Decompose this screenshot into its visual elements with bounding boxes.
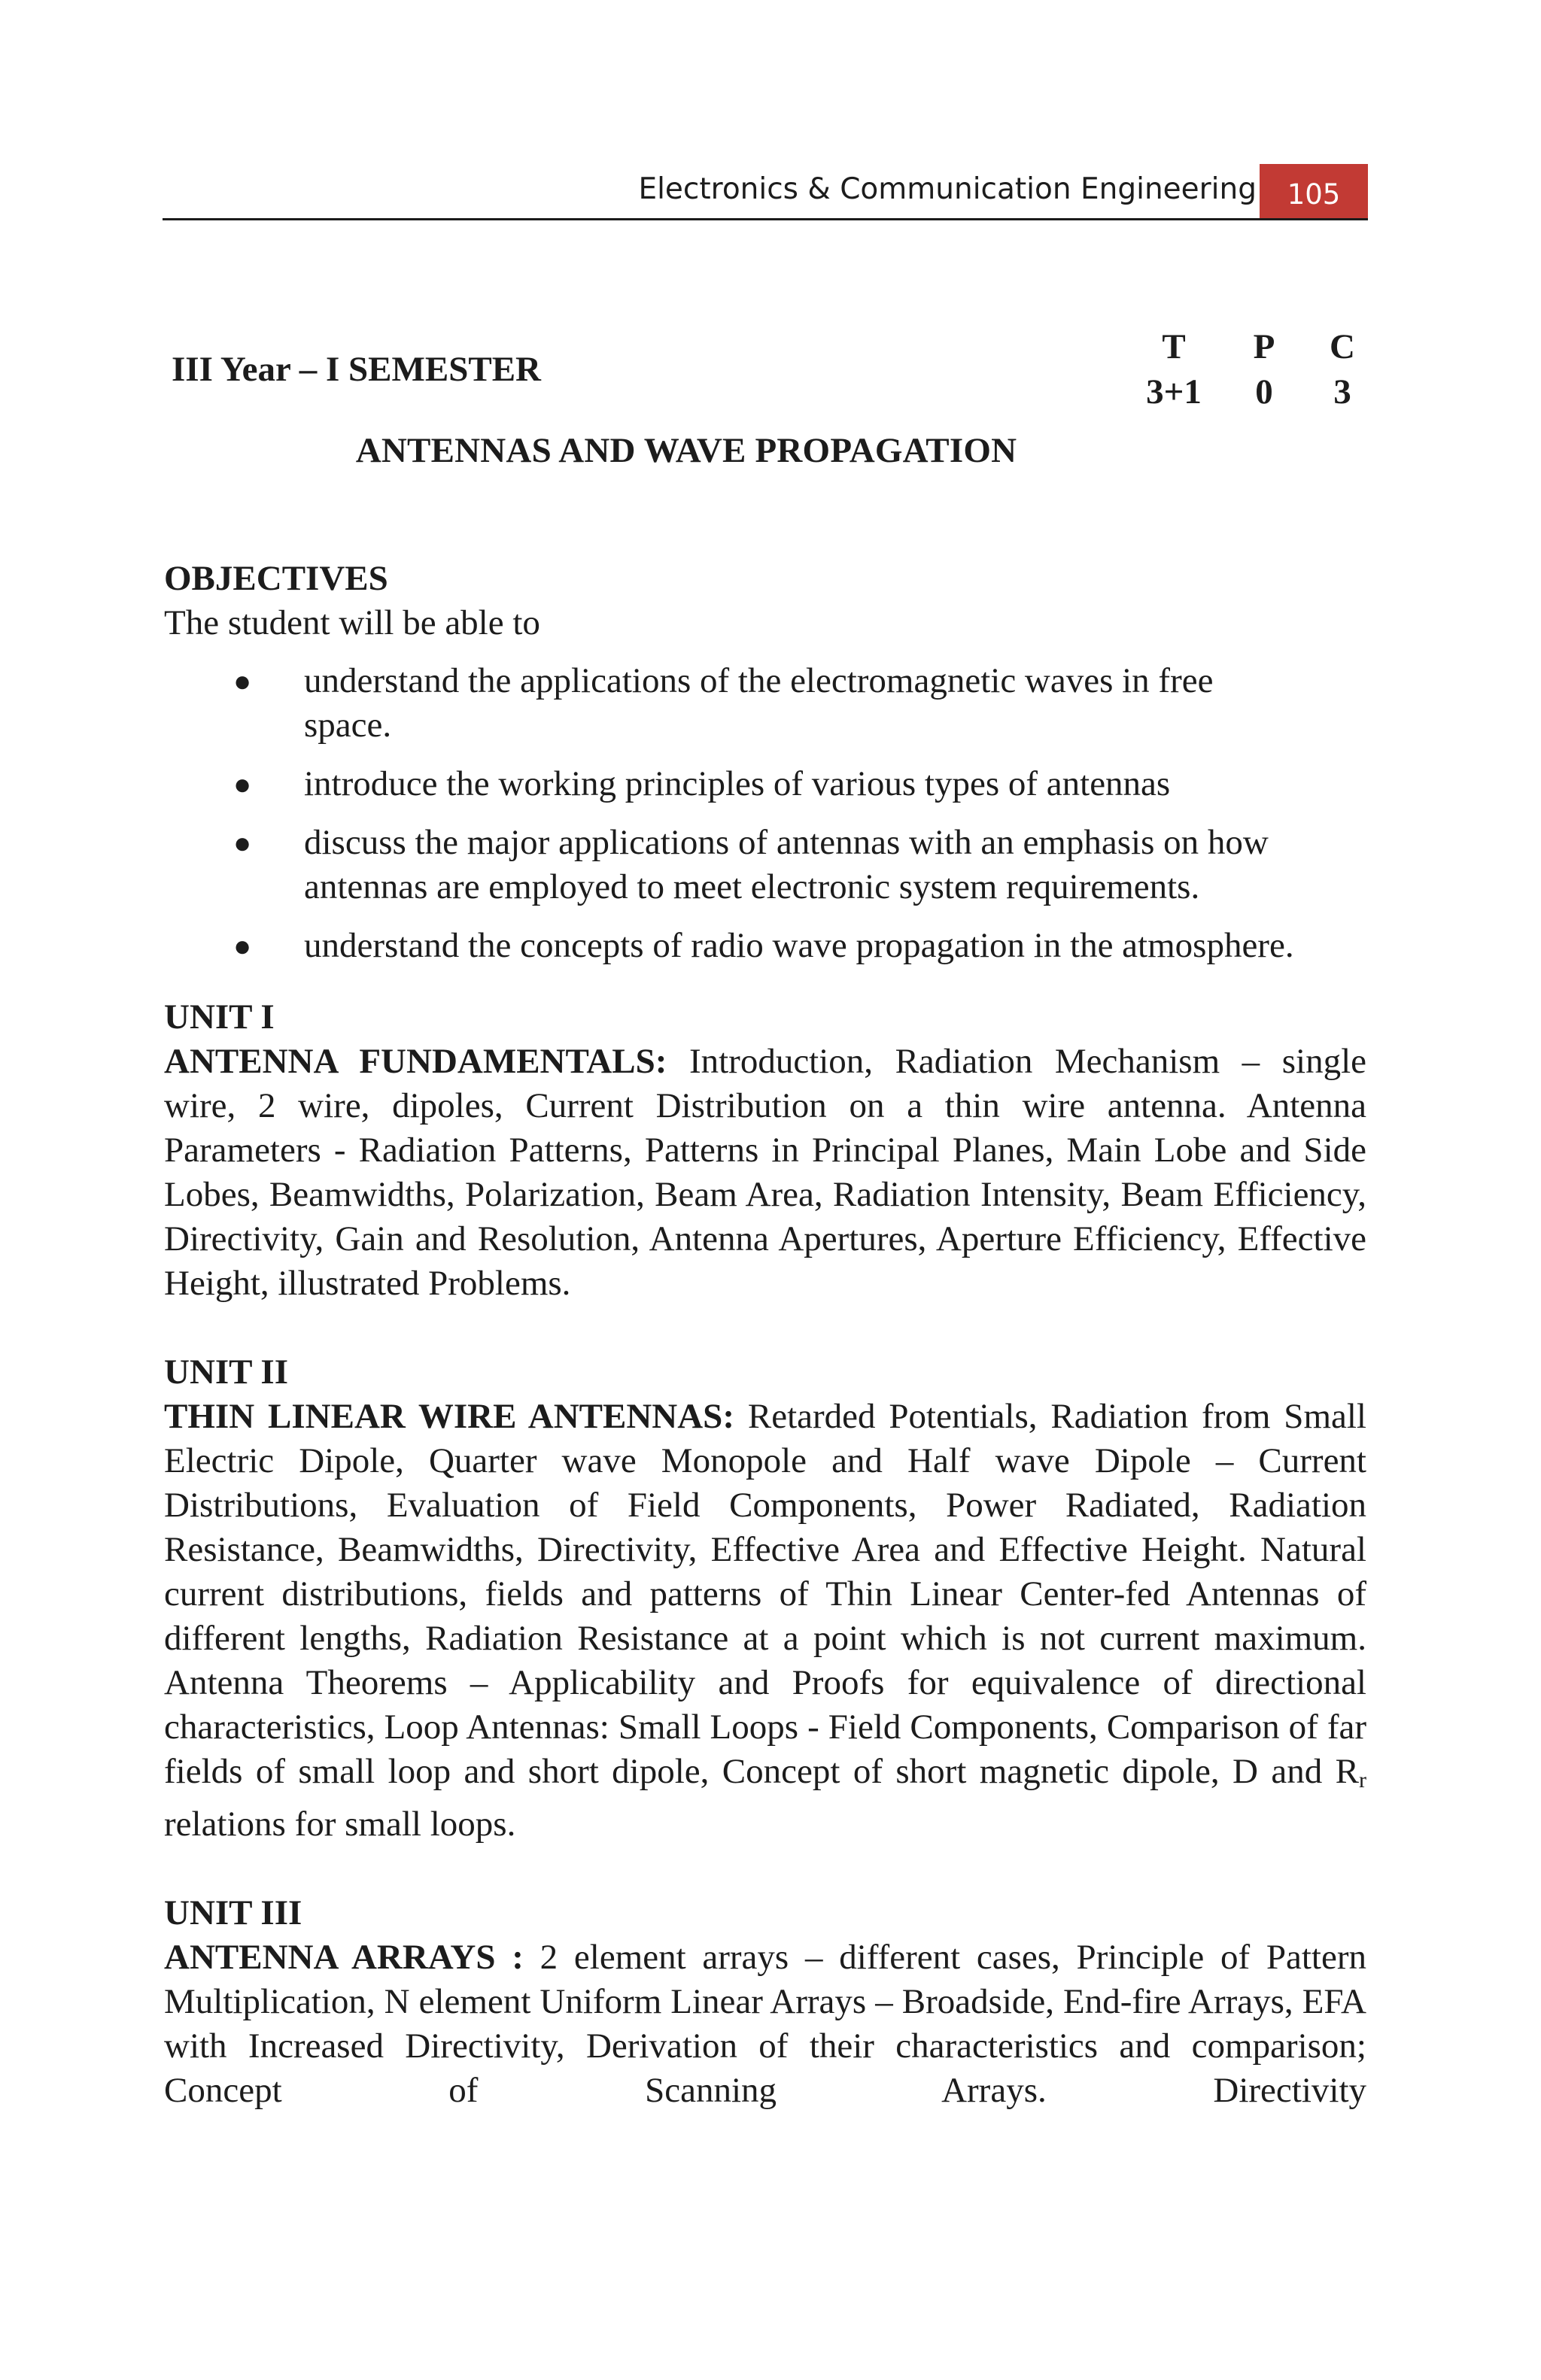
unit-1-body	[164, 1040, 1366, 1306]
credits-C-value: 3	[1333, 372, 1351, 411]
objectives-intro: The student will be able to	[164, 603, 540, 642]
objectives-heading: OBJECTIVES	[164, 559, 388, 598]
unit-3-body	[164, 1935, 1366, 2113]
objectives-list	[164, 659, 1366, 968]
bullet-icon: ●	[233, 664, 252, 698]
objective-item: ● discuss the major applications of antennas with an emphasis on how antennas are employed to meet electronic system requirements.	[164, 821, 1366, 909]
unit-1-label: UNIT I	[164, 997, 275, 1037]
header-rule	[163, 218, 1368, 220]
unit-3	[164, 1891, 1366, 2113]
syllabus-content	[164, 557, 1366, 2113]
unit-2-body	[164, 1395, 1366, 1847]
running-header-title: Electronics & Communication Engineering	[638, 172, 1257, 206]
unit-2-topic: THIN LINEAR WIRE ANTENNAS:	[164, 1397, 734, 1436]
unit-3-label: UNIT III	[164, 1893, 302, 1932]
unit-1	[164, 995, 1366, 1306]
year-semester: III Year – I SEMESTER	[172, 350, 541, 389]
objective-item: ● understand the applications of the electromagnetic waves in free space.	[164, 659, 1366, 748]
credits-P-value: 0	[1255, 372, 1273, 411]
spacer	[164, 1306, 1366, 1350]
unit-1-topic: ANTENNA FUNDAMENTALS:	[164, 1042, 667, 1081]
unit-3-topic: ANTENNA ARRAYS :	[164, 1938, 524, 1977]
credits-T-label: T	[1162, 327, 1186, 366]
course-title: ANTENNAS AND WAVE PROPAGATION	[355, 431, 1017, 470]
credits-C-label: C	[1330, 327, 1355, 366]
credits-P-label: P	[1253, 327, 1275, 366]
bullet-icon: ●	[233, 767, 252, 801]
objective-item: ● introduce the working principles of various types of antennas	[164, 762, 1366, 806]
page-number-badge: 105	[1260, 164, 1368, 220]
objective-item: ● understand the concepts of radio wave propagation in the atmosphere.	[164, 924, 1366, 968]
unit-2-label: UNIT II	[164, 1352, 289, 1392]
credits-T-value: 3+1	[1146, 372, 1202, 411]
unit-2-subscript: r	[1359, 1768, 1366, 1793]
bullet-icon: ●	[233, 929, 252, 963]
unit-3-text: 2 element arrays – different cases, Principle of Pattern Multiplication, N element Uniform Linear Arrays – Broadside, End-fire Arrays, EFA with Increased Directivity, Derivation of their characteristics and comparison; Concept of Scanning Arrays. Directivity	[164, 1938, 1366, 2110]
unit-2-text: Retarded Potentials, Radiation from Small Electric Dipole, Quarter wave Monopole and Half wave Dipole – Current Distributions, Evaluation of Field Components, Power Radiated, Radiation Resistance, Beamwidths, Directivity, Effective Area and Effective Height. Natural current distributions, fields and patterns of Thin Linear Center-fed Antennas of different lengths, Radiation Resistance at a point which is not current maximum. Antenna Theorems – Applicability and Proofs for equivalence of directional characteristics, Loop Antennas: Small Loops - Field Components, Comparison of far fields of small loop and short dipole, Concept of short magnetic dipole, D and R	[164, 1397, 1366, 1791]
unit-1-text: Introduction, Radiation Mechanism – single wire, 2 wire, dipoles, Current Distribution on a thin wire antenna. Antenna Parameters - Radiation Patterns, Patterns in Principal Planes, Main Lobe and Side Lobes, Beamwidths, Polarization, Beam Area, Radiation Intensity, Beam Efficiency, Directivity, Gain and Resolution, Antenna Apertures, Aperture Efficiency, Effective Height, illustrated Problems.	[164, 1042, 1366, 1303]
unit-2-text-after: relations for small loops.	[164, 1805, 516, 1844]
unit-2	[164, 1350, 1366, 1847]
spacer	[164, 1847, 1366, 1891]
bullet-icon: ●	[233, 826, 252, 860]
